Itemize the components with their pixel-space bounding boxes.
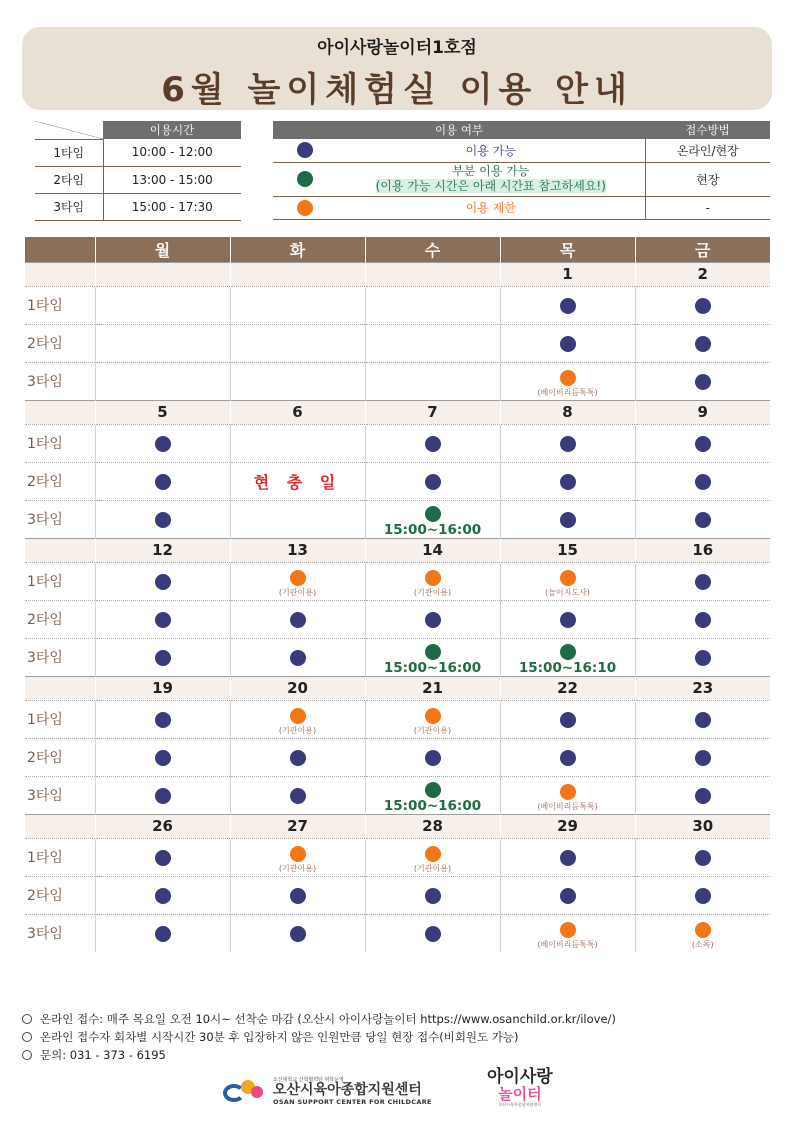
slot-cell	[230, 362, 365, 400]
available-dot-icon	[155, 750, 171, 766]
footer-notes	[22, 1010, 616, 1064]
page-subtitle: 아이사랑놀이터1호점	[317, 38, 477, 58]
date-row-corner	[25, 538, 95, 562]
weekday-mon: 월	[95, 237, 230, 262]
slot-cell	[95, 462, 230, 500]
restricted-dot-icon	[290, 570, 306, 586]
footer-logos	[223, 1068, 593, 1108]
available-dot-icon	[695, 850, 711, 866]
time-slot-row	[25, 462, 770, 500]
date-cell: 14	[365, 538, 500, 562]
time-slot-label: 2타임	[25, 324, 95, 362]
available-dot-icon	[297, 142, 313, 158]
slot-partial-time: 15:00~16:00	[383, 797, 482, 814]
date-cell: 28	[365, 814, 500, 838]
slot-cell	[635, 914, 770, 952]
available-dot-icon	[560, 850, 576, 866]
calendar-table	[25, 237, 770, 952]
slot-cell	[500, 700, 635, 738]
time-slot-label: 3타임	[25, 638, 95, 676]
slot-cell	[635, 876, 770, 914]
date-row-corner	[25, 676, 95, 700]
slot-note: (기관이용)	[278, 863, 317, 873]
available-dot-icon	[695, 712, 711, 728]
slot-cell	[635, 562, 770, 600]
bullet-circle-icon	[22, 1032, 32, 1042]
available-dot-icon	[425, 436, 441, 452]
slot-cell	[365, 776, 500, 814]
weekday-corner	[25, 237, 95, 262]
date-cell: 19	[95, 676, 230, 700]
slot-cell	[635, 324, 770, 362]
partial-dot-icon	[297, 171, 313, 187]
legend-desc-partial-note: (이용 가능 시간은 아래 시간표 참고하세요!)	[375, 179, 606, 193]
restricted-dot-icon	[290, 846, 306, 862]
time-slot-row	[25, 738, 770, 776]
time-type-2: 2타임	[35, 166, 103, 193]
holiday-label: 현 충 일	[253, 472, 342, 492]
slot-note: (기관이용)	[278, 587, 317, 597]
slot-note: (베이비리듬톡톡)	[537, 387, 598, 397]
available-dot-icon	[560, 750, 576, 766]
available-dot-icon	[155, 436, 171, 452]
slot-note: (놀이지도사)	[545, 587, 590, 597]
playground-logo-small: 오산시육아종합지원센터	[498, 1102, 542, 1107]
time-slot-row	[25, 424, 770, 462]
available-dot-icon	[560, 298, 576, 314]
bullet-circle-icon	[22, 1050, 32, 1060]
slot-cell	[95, 600, 230, 638]
page-header	[22, 27, 772, 110]
time-slot-label: 1타임	[25, 286, 95, 324]
time-range-3: 15:00 - 17:30	[103, 193, 241, 220]
available-dot-icon	[290, 926, 306, 942]
date-cell: 13	[230, 538, 365, 562]
date-row-corner	[25, 814, 95, 838]
available-dot-icon	[695, 750, 711, 766]
slot-cell	[95, 838, 230, 876]
available-dot-icon	[560, 888, 576, 904]
footer-text: 문의: 031 - 373 - 6195	[40, 1048, 166, 1062]
legend-table	[273, 121, 770, 220]
restricted-dot-icon	[695, 922, 711, 938]
available-dot-icon	[695, 888, 711, 904]
restricted-dot-icon	[425, 708, 441, 724]
time-slot-row	[25, 914, 770, 952]
slot-cell	[500, 876, 635, 914]
date-cell: 30	[635, 814, 770, 838]
footer-line	[22, 1010, 616, 1028]
slot-cell	[230, 738, 365, 776]
slot-cell	[365, 838, 500, 876]
slot-partial-time: 15:00~16:00	[383, 659, 482, 676]
available-dot-icon	[290, 788, 306, 804]
date-cell: 16	[635, 538, 770, 562]
slot-cell	[230, 324, 365, 362]
restricted-dot-icon	[425, 846, 441, 862]
available-dot-icon	[290, 888, 306, 904]
available-dot-icon	[155, 612, 171, 628]
time-slot-label: 1타임	[25, 838, 95, 876]
partial-dot-icon	[425, 782, 441, 798]
weekday-wed: 수	[365, 237, 500, 262]
slot-cell	[95, 738, 230, 776]
available-dot-icon	[425, 750, 441, 766]
slot-note: (베이비리듬톡톡)	[537, 801, 598, 811]
slot-cell	[95, 286, 230, 324]
date-row-corner	[25, 262, 95, 286]
slot-cell	[500, 638, 635, 676]
available-dot-icon	[425, 474, 441, 490]
available-dot-icon	[695, 336, 711, 352]
time-slot-row	[25, 876, 770, 914]
slot-cell	[635, 638, 770, 676]
date-row	[25, 538, 770, 562]
available-dot-icon	[290, 750, 306, 766]
footer-line	[22, 1028, 616, 1046]
time-slot-label: 1타임	[25, 700, 95, 738]
time-slot-row	[25, 638, 770, 676]
available-dot-icon	[695, 574, 711, 590]
time-slot-label: 3타임	[25, 776, 95, 814]
center-logo-name: 오산시육아종합지원센터	[273, 1082, 422, 1098]
slot-cell	[635, 362, 770, 400]
legend-method-restricted: -	[645, 196, 770, 219]
slot-cell	[500, 914, 635, 952]
slot-cell	[365, 286, 500, 324]
available-dot-icon	[695, 474, 711, 490]
weekday-tue: 화	[230, 237, 365, 262]
available-dot-icon	[155, 474, 171, 490]
slot-cell	[500, 424, 635, 462]
slot-cell	[230, 876, 365, 914]
available-dot-icon	[155, 926, 171, 942]
slot-cell	[230, 424, 365, 462]
slot-note: (소독)	[691, 940, 714, 949]
slot-cell	[365, 462, 500, 500]
partial-dot-icon	[425, 506, 441, 522]
restricted-dot-icon	[297, 200, 313, 216]
date-cell	[230, 262, 365, 286]
time-table-header: 이용시간	[103, 121, 241, 139]
slot-cell	[95, 562, 230, 600]
available-dot-icon	[425, 612, 441, 628]
date-cell: 27	[230, 814, 365, 838]
time-slot-row	[25, 562, 770, 600]
legend-dot-cell	[273, 196, 337, 219]
slot-cell	[95, 876, 230, 914]
weekday-fri: 금	[635, 237, 770, 262]
time-slot-label: 1타임	[25, 424, 95, 462]
slot-partial-time: 15:00~16:10	[518, 659, 617, 676]
available-dot-icon	[695, 436, 711, 452]
available-dot-icon	[560, 712, 576, 728]
slot-note: (기관이용)	[413, 587, 452, 597]
legend-header-method: 접수방법	[645, 121, 770, 139]
date-cell: 2	[635, 262, 770, 286]
time-slot-label: 2타임	[25, 738, 95, 776]
available-dot-icon	[560, 612, 576, 628]
date-cell: 6	[230, 400, 365, 424]
date-row-corner	[25, 400, 95, 424]
slot-note: (베이비리듬톡톡)	[537, 940, 598, 949]
time-slot-label: 2타임	[25, 876, 95, 914]
slot-cell	[230, 462, 365, 500]
date-cell: 7	[365, 400, 500, 424]
date-cell: 15	[500, 538, 635, 562]
date-cell	[95, 262, 230, 286]
legend-desc-partial-main: 부분 이용 가능	[452, 164, 530, 178]
slot-cell	[365, 914, 500, 952]
time-range-1: 10:00 - 12:00	[103, 139, 241, 166]
restricted-dot-icon	[290, 708, 306, 724]
available-dot-icon	[560, 512, 576, 528]
slot-cell	[95, 500, 230, 538]
available-dot-icon	[155, 788, 171, 804]
date-row	[25, 814, 770, 838]
slot-cell	[500, 324, 635, 362]
slot-cell	[365, 876, 500, 914]
date-cell: 5	[95, 400, 230, 424]
footer-line	[22, 1046, 616, 1064]
available-dot-icon	[695, 612, 711, 628]
time-slot-row	[25, 700, 770, 738]
slot-cell	[635, 286, 770, 324]
available-dot-icon	[155, 512, 171, 528]
legend-desc-restricted: 이용 제한	[337, 196, 645, 219]
slot-cell	[365, 500, 500, 538]
slot-cell	[500, 838, 635, 876]
time-slot-row	[25, 500, 770, 538]
slot-cell	[230, 700, 365, 738]
date-cell: 22	[500, 676, 635, 700]
legend-method-available: 온라인/현장	[645, 139, 770, 162]
available-dot-icon	[560, 474, 576, 490]
date-cell: 12	[95, 538, 230, 562]
restricted-dot-icon	[425, 570, 441, 586]
weekday-thu: 목	[500, 237, 635, 262]
time-table-corner	[35, 121, 103, 139]
center-logo	[223, 1076, 432, 1106]
slot-cell	[500, 600, 635, 638]
available-dot-icon	[155, 650, 171, 666]
slot-cell	[635, 838, 770, 876]
center-logo-small: 오산대학교 산학협력단 위탁운영	[273, 1077, 344, 1083]
available-dot-icon	[695, 374, 711, 390]
time-slot-row	[25, 600, 770, 638]
time-slot-label: 1타임	[25, 562, 95, 600]
slot-cell	[635, 738, 770, 776]
slot-cell	[230, 500, 365, 538]
available-dot-icon	[695, 788, 711, 804]
available-dot-icon	[425, 926, 441, 942]
page-title: 6월 놀이체험실 이용 안내	[161, 70, 633, 110]
time-slot-row	[25, 362, 770, 400]
date-row	[25, 400, 770, 424]
center-logo-mark-icon	[223, 1078, 267, 1104]
available-dot-icon	[695, 298, 711, 314]
slot-partial-time: 15:00~16:00	[383, 521, 482, 538]
time-slot-row	[25, 324, 770, 362]
slot-cell	[230, 914, 365, 952]
time-type-1: 1타임	[35, 139, 103, 166]
time-range-2: 13:00 - 15:00	[103, 166, 241, 193]
bullet-circle-icon	[22, 1014, 32, 1024]
slot-cell	[230, 286, 365, 324]
legend-desc-partial	[337, 162, 645, 196]
restricted-dot-icon	[560, 784, 576, 800]
slot-cell	[95, 700, 230, 738]
slot-note: (기관이용)	[413, 863, 452, 873]
slot-cell	[95, 776, 230, 814]
slot-cell	[635, 776, 770, 814]
available-dot-icon	[155, 850, 171, 866]
slot-cell	[365, 324, 500, 362]
footer-text: 온라인 접수자 회차별 시작시간 30분 후 입장하지 않은 인원만큼 당일 현장 접수(비회원도 가능)	[40, 1030, 519, 1044]
date-cell: 9	[635, 400, 770, 424]
slot-cell	[500, 462, 635, 500]
legend-header-usage: 이용 여부	[273, 121, 645, 139]
time-table	[35, 121, 241, 221]
slot-cell	[500, 738, 635, 776]
slot-cell	[500, 500, 635, 538]
available-dot-icon	[695, 650, 711, 666]
available-dot-icon	[560, 336, 576, 352]
slot-cell	[230, 562, 365, 600]
legend-dot-cell	[273, 162, 337, 196]
available-dot-icon	[155, 712, 171, 728]
date-row	[25, 262, 770, 286]
partial-dot-icon	[425, 644, 441, 660]
slot-cell	[500, 562, 635, 600]
available-dot-icon	[290, 650, 306, 666]
slot-cell	[500, 362, 635, 400]
slot-cell	[365, 562, 500, 600]
slot-cell	[365, 738, 500, 776]
restricted-dot-icon	[560, 370, 576, 386]
slot-cell	[230, 776, 365, 814]
time-slot-row	[25, 776, 770, 814]
slot-cell	[635, 600, 770, 638]
slot-note: (기관이용)	[413, 725, 452, 735]
slot-cell	[365, 600, 500, 638]
slot-cell	[635, 424, 770, 462]
slot-cell	[95, 324, 230, 362]
time-slot-label: 3타임	[25, 914, 95, 952]
slot-cell	[95, 914, 230, 952]
slot-cell	[500, 286, 635, 324]
available-dot-icon	[155, 888, 171, 904]
date-cell	[365, 262, 500, 286]
footer-text: 온라인 접수: 매주 목요일 오전 10시~ 선착순 마감 (오산시 아이사랑놀이터 https://www.osanchild.or.kr/ilove/)	[40, 1012, 616, 1026]
playground-logo	[487, 1068, 553, 1108]
available-dot-icon	[290, 612, 306, 628]
available-dot-icon	[425, 888, 441, 904]
slot-cell	[365, 362, 500, 400]
legend-method-partial: 현장	[645, 162, 770, 196]
legend-dot-cell	[273, 139, 337, 162]
slot-cell	[500, 776, 635, 814]
available-dot-icon	[155, 574, 171, 590]
slot-cell	[365, 700, 500, 738]
slot-cell	[635, 500, 770, 538]
date-cell: 20	[230, 676, 365, 700]
slot-cell	[95, 638, 230, 676]
slot-cell	[635, 462, 770, 500]
partial-dot-icon	[560, 644, 576, 660]
slot-note: (기관이용)	[278, 725, 317, 735]
slot-cell	[95, 362, 230, 400]
time-slot-row	[25, 838, 770, 876]
restricted-dot-icon	[560, 922, 576, 938]
time-slot-label: 2타임	[25, 462, 95, 500]
date-cell: 1	[500, 262, 635, 286]
date-cell: 26	[95, 814, 230, 838]
slot-cell	[230, 600, 365, 638]
slot-cell	[635, 700, 770, 738]
slot-cell	[230, 838, 365, 876]
slot-cell	[95, 424, 230, 462]
available-dot-icon	[560, 436, 576, 452]
date-cell: 29	[500, 814, 635, 838]
playground-logo-line2: 놀이터	[498, 1085, 542, 1103]
date-cell: 23	[635, 676, 770, 700]
time-type-3: 3타임	[35, 193, 103, 220]
date-row	[25, 676, 770, 700]
time-slot-row	[25, 286, 770, 324]
time-slot-label: 3타임	[25, 500, 95, 538]
date-cell: 21	[365, 676, 500, 700]
playground-logo-line1: 아이사랑	[487, 1067, 553, 1087]
date-cell: 8	[500, 400, 635, 424]
restricted-dot-icon	[560, 570, 576, 586]
slot-cell	[365, 424, 500, 462]
available-dot-icon	[695, 512, 711, 528]
legend-desc-available: 이용 가능	[337, 139, 645, 162]
slot-cell	[365, 638, 500, 676]
time-slot-label: 3타임	[25, 362, 95, 400]
center-logo-eng: OSAN SUPPORT CENTER FOR CHILDCARE	[273, 1098, 432, 1106]
slot-cell	[230, 638, 365, 676]
time-slot-label: 2타임	[25, 600, 95, 638]
